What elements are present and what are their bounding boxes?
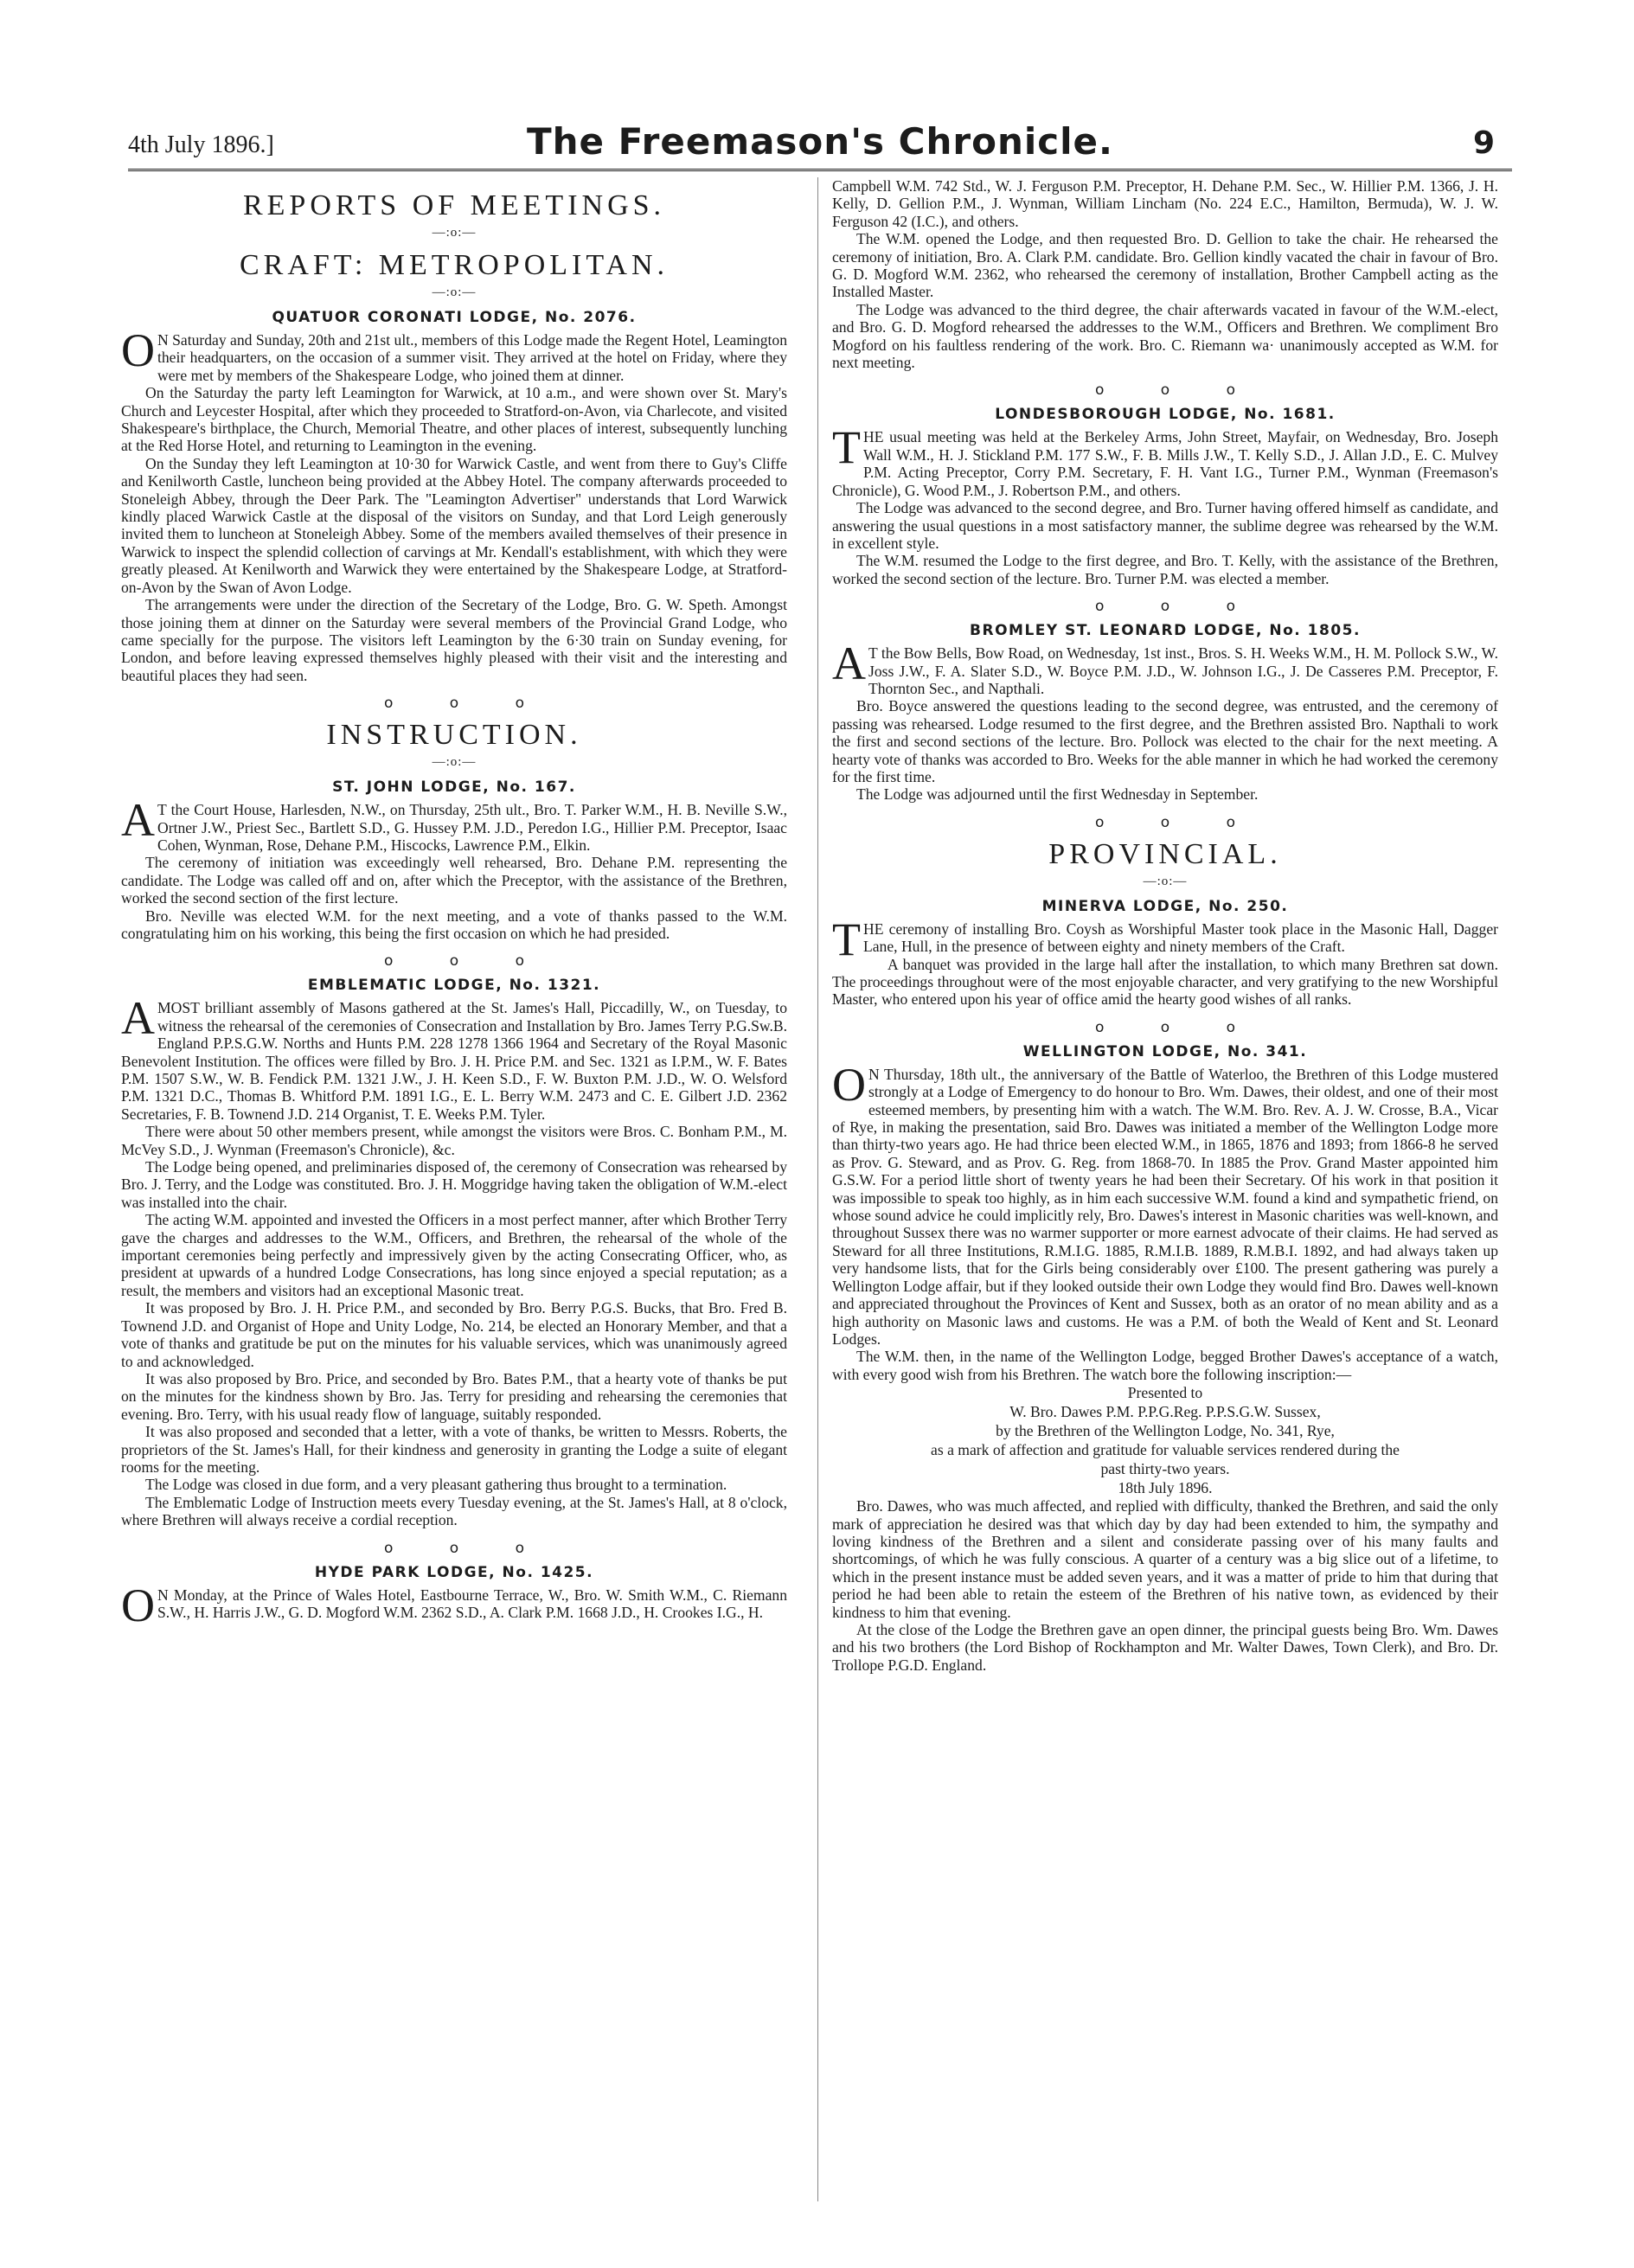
paragraph: The Lodge was advanced to the third degree, the chair afterwards vacated in favour of the W.M.-elect, and Bro. G. D. Mogford rehearsed the addresses to the W.M., Officers and Brethren. We compliment Bro Mogford on his faultless rendering of the work. Bro. C. Riemann wa· unanimously accepted as W.M. for next meeting.	[832, 300, 1498, 372]
issue-date: 4th July 1896.]	[128, 131, 274, 158]
inscription-line: past thirty-two years.	[1100, 1460, 1230, 1478]
instruction-heading: INSTRUCTION.	[326, 719, 582, 752]
paragraph: It was also proposed by Bro. Price, and seconded by Bro. Bates P.M., that a hearty vote of thanks be put on the minutes for the kindness shown by Bro. Jas. Terry for presiding and rehearsing the ceremonies that evening. Bro. Terry, with his usual ready flow of language, suitably responded.	[121, 1369, 787, 1423]
paragraph: The acting W.M. appointed and invested the Officers in a most perfect manner, after which Brother Terry gave the charges and addresses to the W.M., Officers, and Brethren, the rehearsal of the whole of the important ceremonies being perfectly and impressively given by the acting Consecrating Officer, who, as president at upwards of a hundred Lodge Consecrations, has long since enjoyed a special reputation; as a result, the members and visitors had an exceptional Masonic treat.	[121, 1211, 787, 1299]
heading-rule: —:o:—	[432, 226, 477, 240]
paragraph: The Lodge was closed in due form, and a very pleasant gathering thus brought to a termination.	[145, 1476, 727, 1494]
provincial-heading: PROVINCIAL.	[1048, 837, 1282, 870]
st-john-report	[121, 778, 787, 942]
left-column	[121, 177, 787, 1631]
inscription-line: as a mark of affection and gratitude for valuable services rendered during the	[931, 1441, 1400, 1459]
paragraph: Bro. Neville was elected W.M. for the next meeting, and a vote of thanks passed to the W.M. congratulating him on his working, this being the first occasion on which he had presided.	[121, 907, 787, 942]
section-separator: o o o	[1094, 813, 1235, 831]
paragraph: The Lodge was adjourned until the first Wednesday in September.	[856, 785, 1259, 804]
column-divider	[817, 177, 818, 2201]
paragraph: The W.M. then, in the name of the Wellington Lodge, begged Brother Dawes's acceptance of a watch, with every good wish from his Brethren. The watch bore the following inscription:—	[832, 1348, 1498, 1383]
lodge-title: MINERVA LODGE, No. 250.	[1041, 897, 1289, 915]
paragraph: The ceremony of initiation was exceedingly well rehearsed, Bro. Dehane P.M. representing the candidate. The Lodge was called off and on, after which the Preceptor, with the assistance of the Brethren, worked the second section of the first lecture.	[121, 854, 787, 907]
paragraph: ON Saturday and Sunday, 20th and 21st ult., members of this Lodge made the Regent Hotel, Leamington their headquarters, on the occasion of a summer visit. They arrived at the hotel on Friday, where they were met by members of the Shakespeare Lodge, who joined them at dinner.	[121, 324, 787, 384]
paragraph: The arrangements were under the direction of the Secretary of the Lodge, Bro. G. W. Speth. Amongst those joining them at dinner on the Saturday were several members of the Provincial Grand Lodge, who came specially for the purpose. The visitors left Leamington by the 6·30 train on Sunday evening, for London, and before leaving expressed themselves highly pleased with their visit and the interesting and beautiful places they had seen.	[121, 596, 787, 684]
paragraph: AMOST brilliant assembly of Masons gathered at the St. James's Hall, Piccadilly, W., on Tuesday, to witness the rehearsal of the ceremonies of Consecration and Installation by Bro. James Terry P.G.Sw.B. England P.P.S.G.W. Norths and Hunts P.M. 228 1278 1366 1964 and Secretary of the Royal Masonic Benevolent Institution. The offices were filled by Bro. J. H. Price P.M. and Sec. 1321 as I.P.M., W. F. Bates P.M. 1507 S.W., W. B. Fendick P.M. 1321 J.W., J. H. Keen S.D., F. W. Buxton P.M. J.D., W. O. Welsford P.M. 1321 D.C., Thomas B. Whitford P.M. 1891 I.G., E. L. Berry W.M. 2473 and C. E. Gilbert J.D. 2362 Secretaries, F. B. Townend J.D. 214 Organist, T. E. Weeks P.M. Tyler.	[121, 992, 787, 1123]
emblematic-report	[121, 977, 787, 1528]
paragraph: There were about 50 other members present, while amongst the visitors were Bros. C. Bonham P.M., M. McVey S.D., J. Wynman (Freemason's Chronicle), &c.	[121, 1123, 787, 1158]
hyde-park-report-continued	[832, 177, 1498, 371]
lodge-title: ST. JOHN LODGE, No. 167.	[332, 778, 576, 797]
inscription-line: Presented to	[1127, 1384, 1203, 1402]
paragraph: On the Saturday the party left Leamington for Warwick, at 10 a.m., and were shown over St. Mary's Church and Leycester Hospital, after which they proceeded to Stratford-on-Avon, via Charlecote, and visited Shakespeare's birthplace, the Church, Memorial Theatre, and other places of interest, subsequently lunching at the Red Horse Hotel, and returning to Leamington in the evening.	[121, 384, 787, 455]
paragraph: On the Sunday they left Leamington at 10·30 for Warwick Castle, and went from there to Guy's Cliffe and Kenilworth Castle, luncheon being provided at the Abbey Hotel. The company afterwards proceeded to Stoneleigh Abbey, through the Deer Park. The "Leamington Advertiser" understands that Lord Warwick kindly placed Warwick Castle at the disposal of the visitors on Sunday, and that Lord Leigh generously invited them to luncheon at Stoneleigh Abbey. Some of the members availed themselves of their presence in Warwick to inspect the splendid collection of carvings at Mr. Kendall's establishment, with which they were greatly pleased. At Kenilworth and Warwick they were entertained by the Shakespeare Lodge, at Stratford-on-Avon by the Swan of Avon Lodge.	[121, 454, 787, 596]
masthead	[128, 121, 1512, 163]
wellington-report	[832, 1043, 1498, 1674]
quatuor-coronati-report	[121, 309, 787, 684]
masthead-rule	[128, 169, 1512, 171]
lodge-title: LONDESBOROUGH LODGE, No. 1681.	[995, 406, 1336, 424]
instruction-rule: —:o:—	[432, 755, 477, 770]
paragraph: It was also proposed and seconded that a letter, with a vote of thanks, be written to Messrs. Roberts, the proprietors of the St. James's Hall, for their kindness and generosity in granting the Lodge a suite of elegant rooms for the meeting.	[121, 1423, 787, 1476]
inscription-line: W. Bro. Dawes P.M. P.P.G.Reg. P.P.S.G.W. Sussex,	[1009, 1403, 1321, 1421]
paragraph: The W.M. opened the Lodge, and then requested Bro. D. Gellion to take the chair. He rehearsed the ceremony of initiation, Bro. A. Clark P.M. candidate. Bro. Gellion kindly vacated the chair in favour of Bro. G. D. Mogford W.M. 2362, who rehearsed the ceremony of installation, Brother Campbell acting as the Installed Master.	[832, 230, 1498, 301]
inscription-line: 18th July 1896.	[1118, 1479, 1213, 1497]
section-separator: o o o	[383, 1539, 524, 1557]
page-number: 9	[1472, 125, 1495, 161]
paragraph: AT the Court House, Harlesden, N.W., on Thursday, 25th ult., Bro. T. Parker W.M., H. B. Neville S.W., Ortner J.W., Priest Sec., Bartlett S.D., G. Hussey P.M. J.D., Peredon I.G., Hillier P.M. Preceptor, Isaac Cohen, Wynman, Rose, Dehane P.M., Hiscocks, Lawrence P.M., Elkin.	[121, 794, 787, 854]
lodge-title: QUATUOR CORONATI LODGE, No. 2076.	[272, 309, 637, 326]
craft-metropolitan-heading: CRAFT: METROPOLITAN.	[239, 249, 670, 281]
reports-heading: REPORTS OF MEETINGS.	[242, 189, 666, 221]
paragraph: THE usual meeting was held at the Berkeley Arms, John Street, Mayfair, on Wednesday, Bro. Joseph Wall W.M., H. J. Stickland P.M. 177 S.W., F. B. Mills J.W., T. Kelly S.D., J. Allan J.D., E. C. Mulvey P.M. Acting Preceptor, Corry P.M. Secretary, F. H. Vant I.G., Turner P.M., Wynman (Freemason's Chronicle), G. Wood P.M., J. Robertson P.M., and others.	[832, 421, 1498, 499]
lodge-title: HYDE PARK LODGE, No. 1425.	[314, 1563, 594, 1581]
right-column	[832, 177, 1498, 1674]
paragraph: The W.M. resumed the Lodge to the first degree, and Bro. T. Kelly, with the assistance of the Brethren, worked the second section of the lecture. Bro. Turner P.M. was elected a member.	[832, 552, 1498, 587]
subheading-rule: —:o:—	[432, 285, 477, 299]
section-separator: o o o	[1094, 598, 1235, 616]
lodge-title: BROMLEY ST. LEONARD LODGE, No. 1805.	[970, 622, 1361, 640]
section-separator: o o o	[383, 695, 524, 713]
paragraph: The Lodge being opened, and preliminaries disposed of, the ceremony of Consecration was rehearsed by Bro. J. Terry, and the Lodge was constituted. Bro. J. H. Moggridge having taken the obligation of W.M.-elect was installed into the chair.	[121, 1158, 787, 1211]
paragraph: ON Thursday, 18th ult., the anniversary of the Battle of Waterloo, the Brethren of this Lodge mustered strongly at a Lodge of Emergency to do honour to Bro. Wm. Dawes, their oldest, and one of their most esteemed members, by presenting him with a watch. The W.M. Bro. Rev. A. J. W. Crosse, B.A., Vicar of Rye, in making the presentation, said Bro. Dawes was initiated a member of the Wellington Lodge more than thirty-two years ago. He had thrice been elected W.M., in 1865, 1876 and 1893; from 1866-8 he served as Prov. G. Steward, and as Prov. G. Reg. from 1868-70. In 1885 the Prov. Grand Master appointed him G.S.W. For a period little short of twenty years he had been their Secretary. Of his work in that position it was impossible to speak too highly, as in him each successive W.M. found a kind and sympathetic friend, on whose sound advice he could implicitly rely, Bro. Dawes's interest in Masonic charities was well-known, and throughout Sussex there was no warmer supporter or more earnest advocate of their claims. He had served as Steward for all three Institutions, R.M.I.G. 1885, R.M.I.B. 1889, R.M.B.I. 1892, and had always taken up very handsome lists, that for the Girls being considerably over £100. The present gathering was purely a Wellington Lodge affair, but if they looked outside their own Lodge they would find Bro. Dawes well-known and appreciated throughout the Provinces of Kent and Sussex, both as an orator of no mean ability and as a high authority on Masonic laws and customs. He was a P.M. of both the Weald of Kent and St. Leonard Lodges.	[832, 1058, 1498, 1348]
section-separator: o o o	[383, 952, 524, 971]
paragraph: The Lodge was advanced to the second degree, and Bro. Turner having offered himself as candidate, and answering the usual questions in a most satisfactory manner, the sublime degree was rehearsed by the W.M. in excellent style.	[832, 499, 1498, 552]
paragraph: THE ceremony of installing Bro. Coysh as Worshipful Master took place in the Masonic Hall, Dagger Lane, Hull, in the presence of between eighty and ninety members of the Craft.	[832, 913, 1498, 965]
hyde-park-report	[121, 1563, 787, 1631]
minerva-report	[832, 898, 1498, 1009]
lodge-title: WELLINGTON LODGE, No. 341.	[1022, 1042, 1308, 1060]
londesborough-report	[832, 406, 1498, 587]
paragraph: Bro. Dawes, who was much affected, and replied with difficulty, thanked the Brethren, and said the only mark of appreciation he desired was that which day by day had been extended to him, the sympathy and loving kindness of the Brethren and a silent and considerate passing over of his many faults and shortcomings, of which he was fully conscious. A quarter of a century was a big slice out of a lifetime, to which in the present instance must be added seven years, and it was a matter of pride to him that during that period he had been able to retain the esteem of the Brethren of his native town, as evidenced by their kindness to him that evening.	[832, 1497, 1498, 1621]
bromley-report	[832, 622, 1498, 804]
inscription-line: by the Brethren of the Wellington Lodge, No. 341, Rye,	[996, 1422, 1335, 1440]
section-separator: o o o	[1094, 1018, 1235, 1036]
paragraph: The Emblematic Lodge of Instruction meets every Tuesday evening, at the St. James's Hall, at 8 o'clock, where Brethren will always receive a cordial reception.	[121, 1493, 787, 1529]
paragraph: ON Monday, at the Prince of Wales Hotel, Eastbourne Terrace, W., Bro. W. Smith W.M., C. Riemann S.W., H. Harris J.W., G. D. Mogford W.M. 2362 S.D., A. Clark P.M. 1668 J.D., H. Crookes I.G., H.	[121, 1579, 787, 1631]
provincial-rule: —:o:—	[1143, 874, 1188, 888]
paragraph: AT the Bow Bells, Bow Road, on Wednesday, 1st inst., Bros. S. H. Weeks W.M., H. M. Pollock S.W., W. Joss J.W., F. A. Slater S.D., W. Boyce P.M. J.D., W. Johnson I.G., J. De Casseres P.M. Preceptor, F. Thornton Sec., and Napthali.	[832, 637, 1498, 697]
paragraph: At the close of the Lodge the Brethren gave an open dinner, the principal guests being Bro. Wm. Dawes and his two brothers (the Lord Bishop of Rockhampton and Mr. Walter Dawes, Town Clerk), and Bro. Dr. Trollope P.G.D. England.	[832, 1620, 1498, 1674]
paragraph: Bro. Boyce answered the questions leading to the second degree, was entrusted, and the ceremony of passing was rehearsed. Lodge resumed to the first degree, and the Brethren assisted Bro. Napthali to work the first and second sections of the lecture. Bro. Pollock was elected to the chair for the next meeting. A hearty vote of thanks was accorded to Bro. Weeks for the able manner in which he had worked the ceremony for the first time.	[832, 697, 1498, 785]
newspaper-title: The Freemason's Chronicle.	[526, 120, 1113, 163]
paragraph: A banquet was provided in the large hall after the installation, to which many Brethren sat down. The proceedings throughout were of the most enjoyable character, and very gratifying to the new Worshipful Master, who entered upon his year of office amid the hearty good wishes of all ranks.	[832, 955, 1498, 1009]
paragraph: It was proposed by Bro. J. H. Price P.M., and seconded by Bro. Berry P.G.S. Bucks, that Bro. Fred B. Townend J.D. and Organist of Hope and Unity Lodge, No. 214, be elected an Honorary Member, and that a vote of thanks and gratitude be put on the minutes for his valuable services, which was unanimously agreed to and acknowledged.	[121, 1299, 787, 1370]
section-separator: o o o	[1094, 381, 1235, 400]
lodge-title: EMBLEMATIC LODGE, No. 1321.	[307, 977, 601, 995]
paragraph: Campbell W.M. 742 Std., W. J. Ferguson P.M. Preceptor, H. Dehane P.M. Sec., W. Hillier P.M. 1366, J. H. Kelly, D. Gellion P.M., J. Wynman, William Lincham (No. 224 E.C., Hamilton, Bermuda), W. J. W. Ferguson 42 (I.C.), and others.	[832, 177, 1498, 230]
